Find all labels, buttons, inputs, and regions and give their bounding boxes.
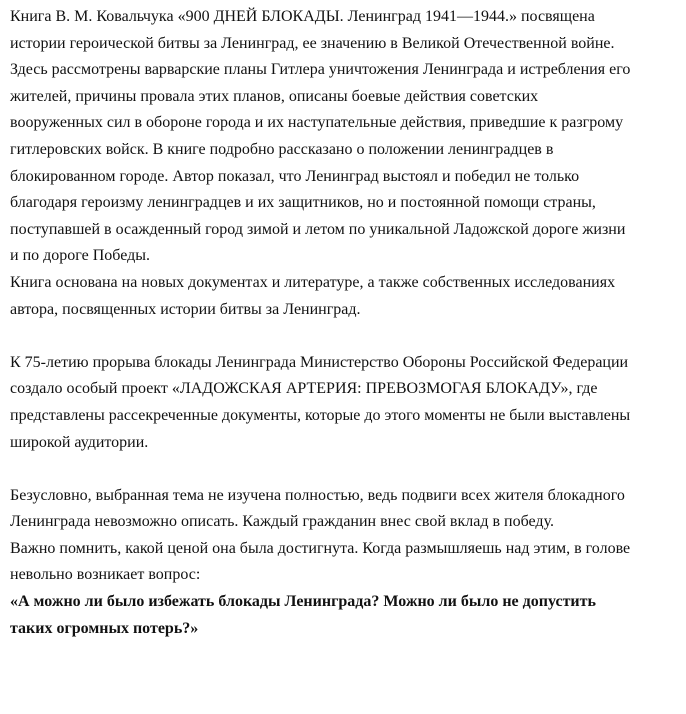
text-line: поступавшей в осажденный город зимой и летом по уникальной Ладожской дороге жизни (10, 220, 626, 238)
text-line: Книга В. М. Ковальчука «900 ДНЕЙ БЛОКАДЫ. Ленинград 1941—1944.» посвящена (10, 8, 595, 25)
text-line: Книга основана на новых документах и литературе, а также собственных исследованиях (10, 273, 616, 291)
paragraph-book-description (10, 4, 686, 323)
text-line: благодаря героизму ленинградцев и их защитников, но и постоянной помощи страны, (10, 194, 596, 212)
text-line: и по дороге Победы. (10, 247, 150, 265)
paragraph-ministry-project (10, 350, 686, 456)
bold-question-line: «А можно ли было избежать блокады Ленинграда? Можно ли было не допустить (10, 593, 596, 611)
text-line: вооруженных сил в обороне города и их наступательные действия, приведшие к разгрому (10, 114, 624, 132)
text-line: автора, посвященных истории битвы за Ленинград. (10, 300, 361, 318)
bold-question-line: таких огромных потерь?» (10, 619, 199, 637)
text-line: Ленинграда невозможно описать. Каждый гражданин внес свой вклад в победу. (10, 513, 554, 531)
paragraph-conclusion (10, 483, 686, 643)
paragraph-spacer (10, 456, 686, 483)
text-line: Здесь рассмотрены варварские планы Гитлера уничтожения Ленинграда и истребления его (10, 61, 631, 79)
text-line: Важно помнить, какой ценой она была достигнута. Когда размышляешь над этим, в голове (10, 539, 631, 557)
text-line: представлены рассекреченные документы, которые до этого моменты не были выставлены (10, 406, 631, 424)
text-line: создало особый проект «ЛАДОЖСКАЯ АРТЕРИЯ: ПРЕВОЗМОГАЯ БЛОКАДУ», где (10, 380, 598, 398)
text-line: жителей, причины провала этих планов, описаны боевые действия советских (10, 87, 539, 105)
text-line: гитлеровских войск. В книге подробно рассказано о положении ленинградцев в (10, 140, 554, 158)
text-line: истории героической битвы за Ленинград, ее значению в Великой Отечественной войне. (10, 34, 615, 52)
text-line: широкой аудитории. (10, 433, 149, 451)
text-line: Безусловно, выбранная тема не изучена полностью, ведь подвиги всех жителя блокадного (10, 486, 625, 504)
text-line: блокированном городе. Автор показал, что Ленинград выстоял и победил не только (10, 167, 580, 185)
text-line: К 75-летию прорыва блокады Ленинграда Министерство Обороны Российской Федерации (10, 353, 629, 371)
text-line: невольно возникает вопрос: (10, 566, 201, 584)
paragraph-spacer (10, 323, 686, 350)
document-body (10, 4, 686, 642)
